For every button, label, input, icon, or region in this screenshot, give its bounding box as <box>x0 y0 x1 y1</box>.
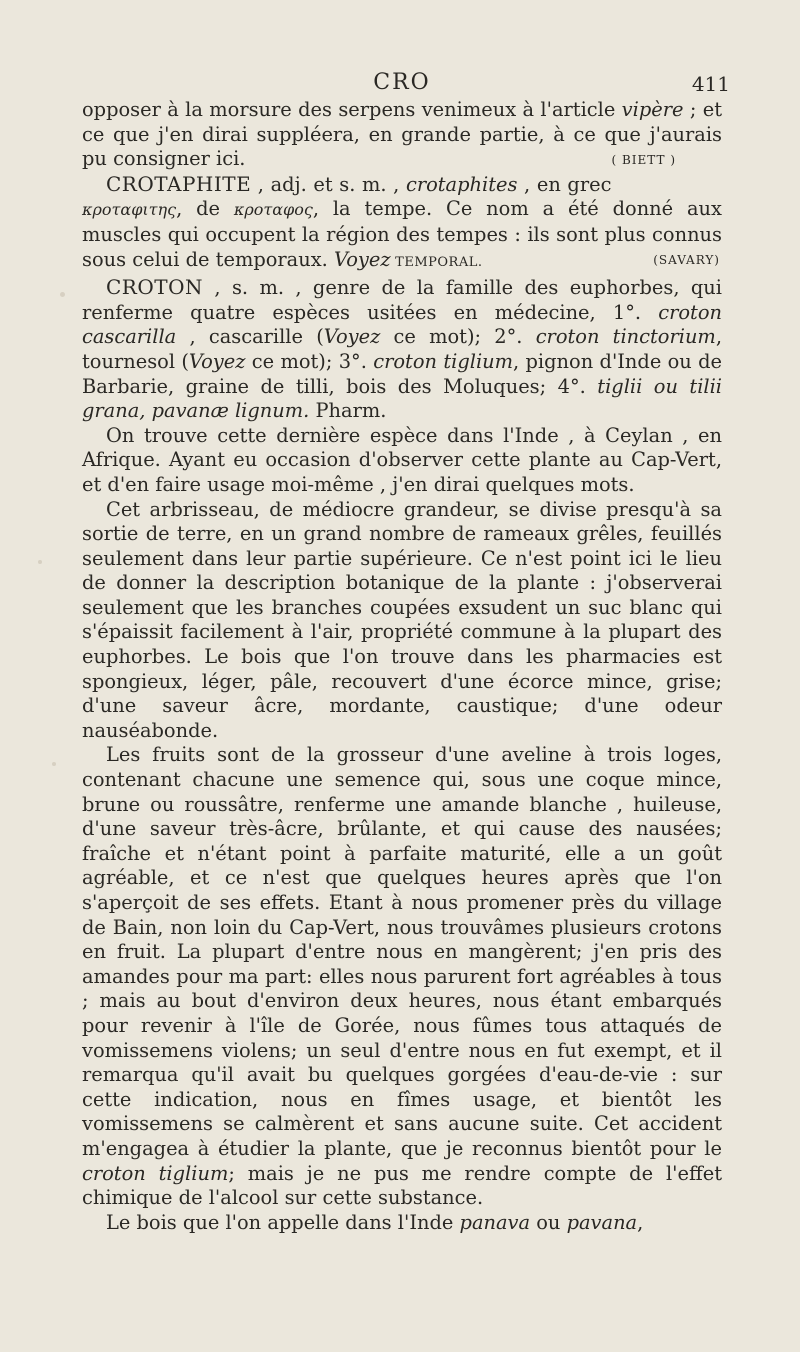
headword: CROTON <box>106 275 203 300</box>
paragraph-5: Cet arbrisseau, de médiocre grandeur, se divise presqu'à sa sortie de terre, en un grand nombre de rameaux grêles, feuillés seulement dans leur partie supérieure. Ce n'est point ici le lieu de donner la description botanique de la plante : j'observerai seulement que les branches coupées exsudent un suc blanc qui s'épaissit facilement à l'air, propriété commune à la plupart des euphorbes. Le bois que l'on trouve dans les pharmacies est spongieux, léger, pâle, recouvert d'une écorce mince, grise; d'une saveur âcre, mordante, caustique; d'une odeur nauséabonde. <box>82 497 722 742</box>
paragraph-1: opposer à la morsure des serpens venimeux à l'article vipère ; et ce que j'en dirai suppléera, en grande partie, à ce que j'aurais pu consigner ici. ( BIETT ) <box>82 98 722 172</box>
running-title: CRO <box>373 70 431 95</box>
body-text <box>82 98 722 1235</box>
headword: CROTAPHITE <box>106 171 252 196</box>
entry-crotaphite: CROTAPHITE , adj. et s. m. , crotaphites , en grec κροταφιτης, de κροταφος, la tempe. Ce nom a été donné aux muscles qui occupent la région des tempes : ils sont plus connus sous celui de temporaux. Voyez TEMPORAL. (SAVARY) <box>82 171 722 271</box>
running-header <box>82 68 730 100</box>
author-signature: (SAVARY) <box>653 252 720 267</box>
paragraph-6: Les fruits sont de la grosseur d'une aveline à trois loges, contenant chacune une semence qui, sous une coque mince, brune ou roussâtre, renferme une amande blanche , huileuse, d'une saveur très-âcre, brûlante, et qui cause des nausées; fraîche et n'étant point à parfaite maturité, elle a un goût agréable, et ce n'est que quelques heures après que l'on s'aperçoit de ses effets. Etant à nous promener près du village de Bain, non loin du Cap-Vert, nous trouvâmes plusieurs crotons en fruit. La plupart d'entre nous en mangèrent; j'en pris des amandes pour ma part: elles nous parurent fort agréables à tous ; mais au bout d'environ deux heures, nous étant embarqués pour revenir à l'île de Gorée, nous fûmes tous attaqués de vomissemens violens; un seul d'entre nous en fut exempt, et il remarqua qu'il avait bu quelques gorgées d'eau-de-vie : sur cette indication, nous en fîmes usage, et bientôt les vomissemens se calmèrent et sans aucune suite. Cet accident m'engagea à étudier la plante, que je reconnus bientôt pour le croton tiglium; mais je ne pus me rendre compte de l'effet chimique de l'alcool sur cette substance. <box>82 743 722 1210</box>
paper-speck <box>52 762 56 766</box>
paper-speck <box>38 560 42 564</box>
paragraph-4: On trouve cette dernière espèce dans l'Inde , à Ceylan , en Afrique. Ayant eu occasion d'observer cette plante au Cap-Vert, et d'en faire usage moi-même , j'en dirai quelques mots. <box>82 423 722 496</box>
page-number: 411 <box>691 72 730 96</box>
paper-speck <box>60 292 65 297</box>
entry-croton: CROTON , s. m. , genre de la famille des euphorbes, qui renferme quatre espèces usitées en médecine, 1°. croton cascarilla , cascarille (Voyez ce mot); 2°. croton tinctorium, tournesol (Voyez ce mot); 3°. croton tiglium, pignon d'Inde ou de Barbarie, graine de tilli, bois des Moluques; 4°. tiglii ou tilii grana, pavanæ lignum. Pharm. <box>82 275 723 423</box>
author-signature: ( BIETT ) <box>611 153 676 168</box>
paragraph-7: Le bois que l'on appelle dans l'Inde panava ou pavana, <box>106 1210 644 1234</box>
